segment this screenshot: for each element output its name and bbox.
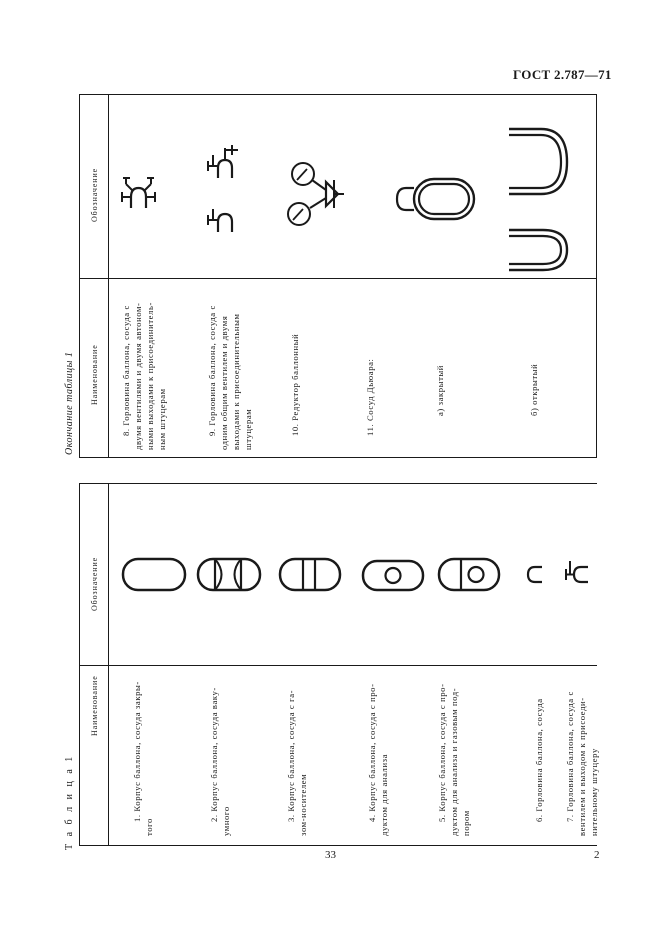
right-col-header-symbol: Обозначение — [90, 167, 99, 222]
closed-vessel-body-icon — [120, 555, 190, 595]
vessel-neck-icon — [522, 560, 552, 590]
cylinder-reducer-icon — [282, 152, 352, 232]
vessel-neck-valve-outlet-icon — [562, 557, 596, 591]
left-row-5-name: 5. Корпус баллона, сосуда с про- дуктом для анализа и газовым под- пором — [437, 683, 471, 836]
dewar-open-icon — [505, 120, 585, 280]
neck-common-valve-two-outlets-icon-alt — [202, 198, 242, 238]
right-row-9-name: 9. Горловина баллона, сосуда с одним общим вентилем и двумя выходами к присоединительным штуцерам — [207, 305, 253, 450]
left-table-header-rule — [108, 483, 109, 845]
left-table-border-top — [79, 483, 597, 484]
left-col-header-symbol: Обозначение — [90, 556, 99, 611]
left-table-border-left — [79, 483, 80, 845]
right-table-border-bottom — [79, 457, 597, 458]
left-table-column-rule — [79, 665, 597, 666]
left-row-3-name: 3. Корпус баллона, сосуда с га- зом-носителем — [286, 689, 308, 836]
left-table-border-bottom — [79, 845, 597, 846]
analysis-product-vessel-body-icon — [360, 557, 430, 597]
page-number-right: 2 — [594, 849, 600, 861]
right-row-11-name: 11. Сосуд Дьюара: — [365, 358, 375, 436]
neck-common-valve-two-outlets-icon — [202, 142, 242, 182]
right-table-border-left — [79, 94, 80, 457]
right-table-border-right — [596, 94, 597, 458]
left-row-7-name: 7. Горловина баллона, сосуда с вентилем и выходом к присоеди- нительному штуцеру — [565, 691, 599, 836]
right-col-header-name: Наименование — [90, 344, 99, 405]
left-row-4-name: 4. Корпус баллона, сосуда с про- дуктом для анализа — [367, 683, 389, 836]
left-row-6-name: 6. Горловина баллона, сосуда — [534, 698, 544, 822]
left-col-header-name: Наименование — [90, 675, 99, 736]
right-table-header-rule — [108, 94, 109, 457]
dewar-closed-icon — [392, 176, 492, 226]
neck-two-valves-two-outlets-icon — [118, 164, 158, 216]
right-row-10-name: 10. Редуктор баллонный — [290, 333, 300, 436]
right-table-title: Окончание таблицы 1 — [64, 351, 75, 455]
analysis-product-gas-backpressure-vessel-icon — [436, 555, 506, 595]
left-row-1-name: 1. Корпус баллона, сосуда закры- того — [132, 681, 154, 836]
left-table-title: Т а б л и ц а 1 — [64, 754, 75, 850]
right-row-11a-name: а) закрытый — [435, 364, 445, 416]
right-table-border-top — [79, 94, 597, 95]
right-row-8-name: 8. Горловина баллона, сосуда с двумя вентилями и двумя автоном- ными выходами к присоединитель- ным штуцерам — [121, 302, 167, 450]
carrier-gas-vessel-body-icon — [277, 555, 347, 595]
document-standard-header: ГОСТ 2.787—71 — [513, 67, 612, 82]
right-row-11b-name: б) открытый — [529, 363, 539, 416]
vacuum-vessel-body-icon — [195, 555, 265, 595]
page-number-center: 33 — [325, 849, 336, 861]
left-row-2-name: 2. Корпус баллона, сосуда ваку- умного — [209, 687, 231, 836]
